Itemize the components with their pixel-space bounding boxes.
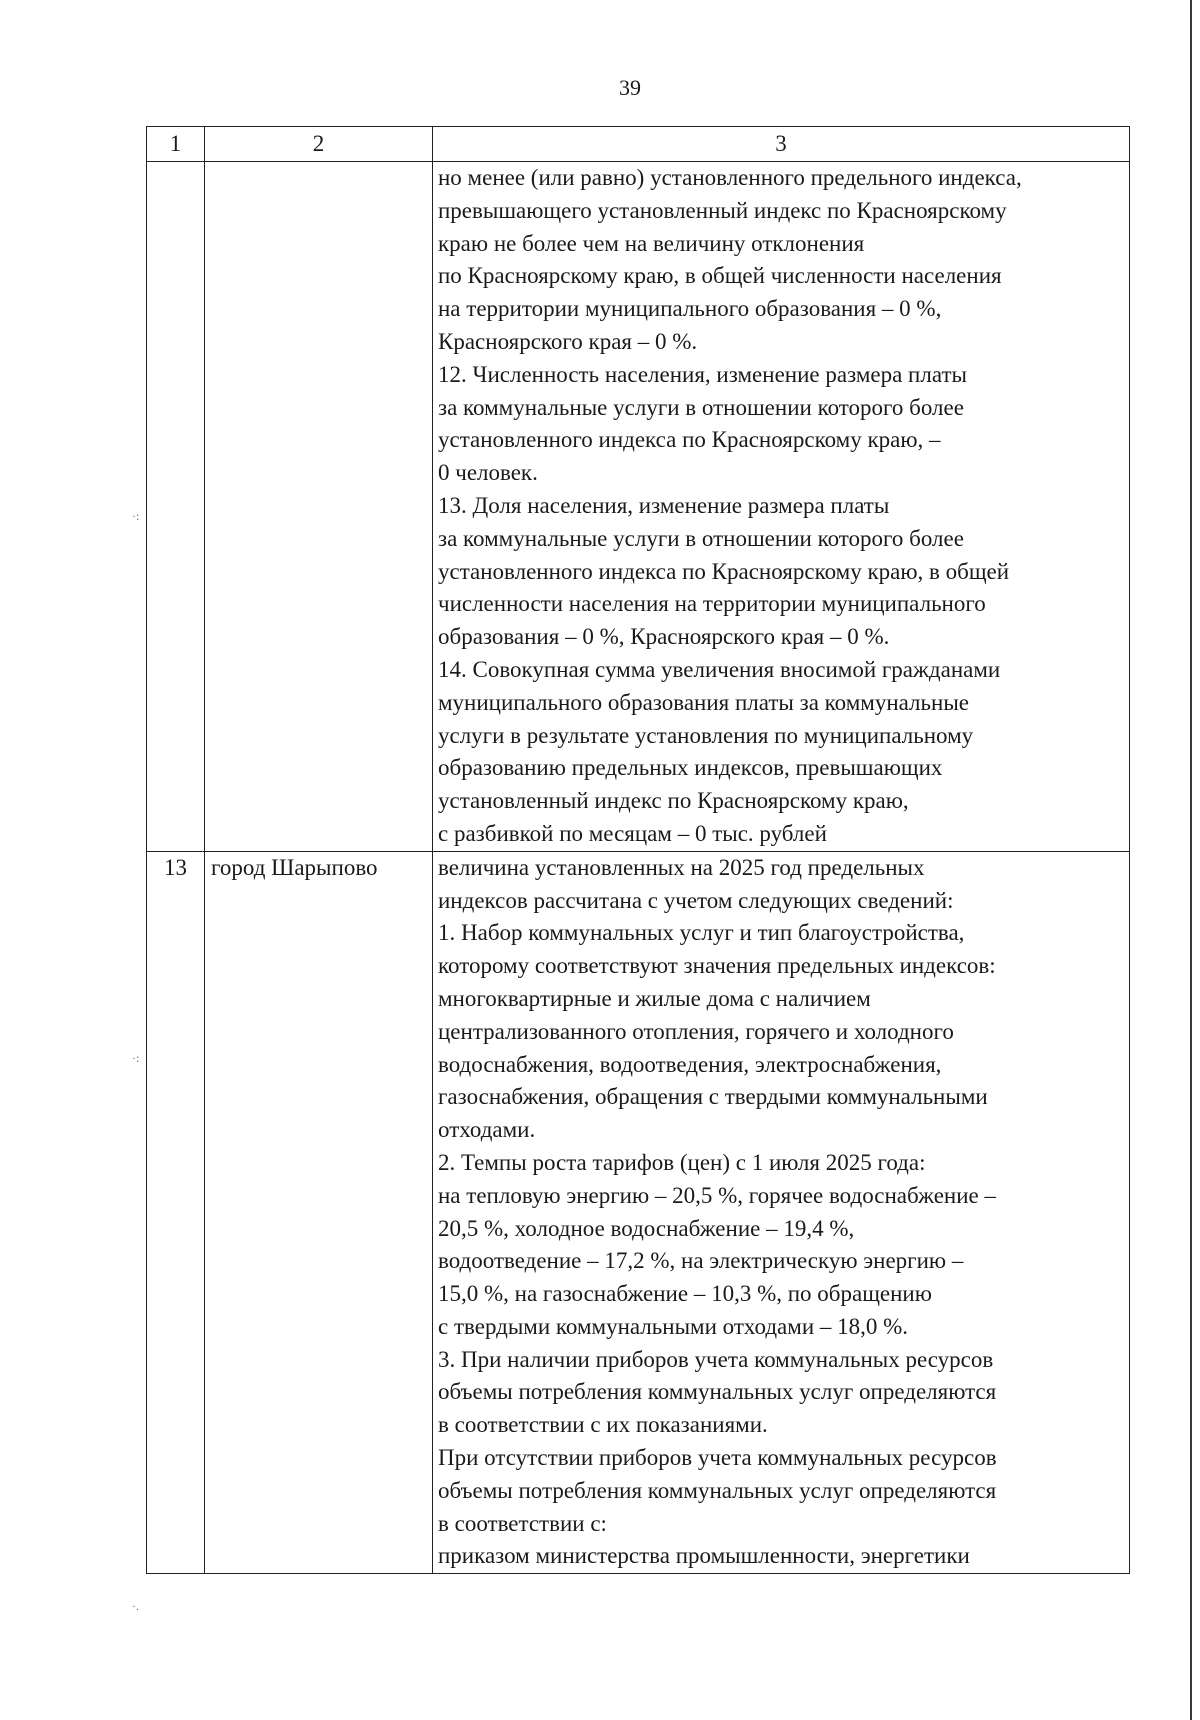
description-line: с разбивкой по месяцам – 0 тыс. рублей: [438, 820, 827, 846]
description-line: многоквартирные и жилые дома с наличием: [438, 985, 871, 1011]
description-line: 1. Набор коммунальных услуг и тип благоустройства,: [438, 920, 965, 946]
description-line: но менее (или равно) установленного предельного индекса,: [438, 165, 1022, 190]
column-header: 3: [433, 127, 1130, 162]
data-table: [146, 126, 1130, 1574]
description-line: превышающего установленный индекс по Красноярскому: [438, 197, 1007, 223]
description-line: которому соответствуют значения предельных индексов:: [438, 953, 996, 979]
description-line: муниципального образования платы за коммунальные: [438, 689, 969, 715]
description-line: за коммунальные услуги в отношении которого более: [438, 525, 964, 551]
scan-speck: ·:: [132, 1051, 140, 1065]
description-line: отходами.: [438, 1117, 536, 1143]
description-line: 20,5 %, холодное водоснабжение – 19,4 %,: [438, 1215, 855, 1241]
row-number-cell: [147, 162, 205, 852]
description-line: по Красноярскому краю, в общей численности населения: [438, 263, 1002, 289]
description-line: в соответствии с:: [438, 1510, 607, 1536]
column-header: 2: [205, 127, 433, 162]
scan-speck: ·.: [132, 1599, 139, 1613]
scan-edge: [1190, 0, 1192, 1720]
description-line: образования – 0 %, Красноярского края – 0 %.: [438, 624, 890, 650]
description-line: централизованного отопления, горячего и холодного: [438, 1018, 954, 1044]
table-header-row: [147, 127, 1130, 162]
description-line: приказом министерства промышленности, энергетики: [438, 1543, 970, 1569]
description-line: краю не более чем на величину отклонения: [438, 230, 865, 256]
description-line: за коммунальные услуги в отношении которого более: [438, 394, 964, 420]
description-line: 13. Доля населения, изменение размера платы: [438, 492, 890, 518]
municipality-name-cell: [205, 162, 433, 852]
description-line: индексов рассчитана с учетом следующих сведений:: [438, 887, 954, 913]
description-line: 14. Совокупная сумма увеличения вносимой гражданами: [438, 656, 1001, 682]
description-line: водоснабжения, водоотведения, электроснабжения,: [438, 1051, 942, 1077]
description-line: в соответствии с их показаниями.: [438, 1412, 768, 1438]
description-line: образованию предельных индексов, превышающих: [438, 755, 943, 781]
description-line: 15,0 %, на газоснабжение – 10,3 %, по обращению: [438, 1281, 932, 1307]
description-line: на территории муниципального образования – 0 %,: [438, 296, 942, 322]
description-line: объемы потребления коммунальных услуг определяются: [438, 1477, 997, 1503]
description-line: услуги в результате установления по муниципальному: [438, 722, 974, 748]
table-row: [147, 162, 1130, 852]
description-line: 0 человек.: [438, 460, 538, 486]
description-cell: [433, 162, 1130, 852]
table-row: [147, 851, 1130, 1574]
page-number: 39: [619, 75, 641, 100]
description-line: численности населения на территории муниципального: [438, 591, 986, 617]
description-line: газоснабжения, обращения с твердыми коммунальными: [438, 1084, 988, 1110]
description-line: установленного индекса по Красноярскому краю, –: [438, 427, 941, 453]
description-line: с твердыми коммунальными отходами – 18,0 %.: [438, 1313, 909, 1339]
description-line: на тепловую энергию – 20,5 %, горячее водоснабжение –: [438, 1182, 997, 1208]
description-line: водоотведение – 17,2 %, на электрическую энергию –: [438, 1248, 964, 1274]
description-line: объемы потребления коммунальных услуг определяются: [438, 1379, 997, 1405]
description-line: 12. Численность населения, изменение размера платы: [438, 361, 967, 387]
description-line: величина установленных на 2025 год предельных: [438, 854, 925, 880]
row-number-cell: 13: [147, 851, 205, 1574]
description-line: установленный индекс по Красноярскому краю,: [438, 788, 909, 814]
column-header: 1: [147, 127, 205, 162]
description-line: При отсутствии приборов учета коммунальных ресурсов: [438, 1445, 997, 1471]
description-cell: [433, 851, 1130, 1574]
scan-speck: ·:: [132, 509, 140, 523]
municipality-name-cell: город Шарыпово: [205, 851, 433, 1574]
description-line: 2. Темпы роста тарифов (цен) с 1 июля 2025 года:: [438, 1149, 926, 1175]
description-line: 3. При наличии приборов учета коммунальных ресурсов: [438, 1346, 994, 1372]
description-line: Красноярского края – 0 %.: [438, 328, 698, 354]
description-line: установленного индекса по Красноярскому краю, в общей: [438, 558, 1010, 584]
